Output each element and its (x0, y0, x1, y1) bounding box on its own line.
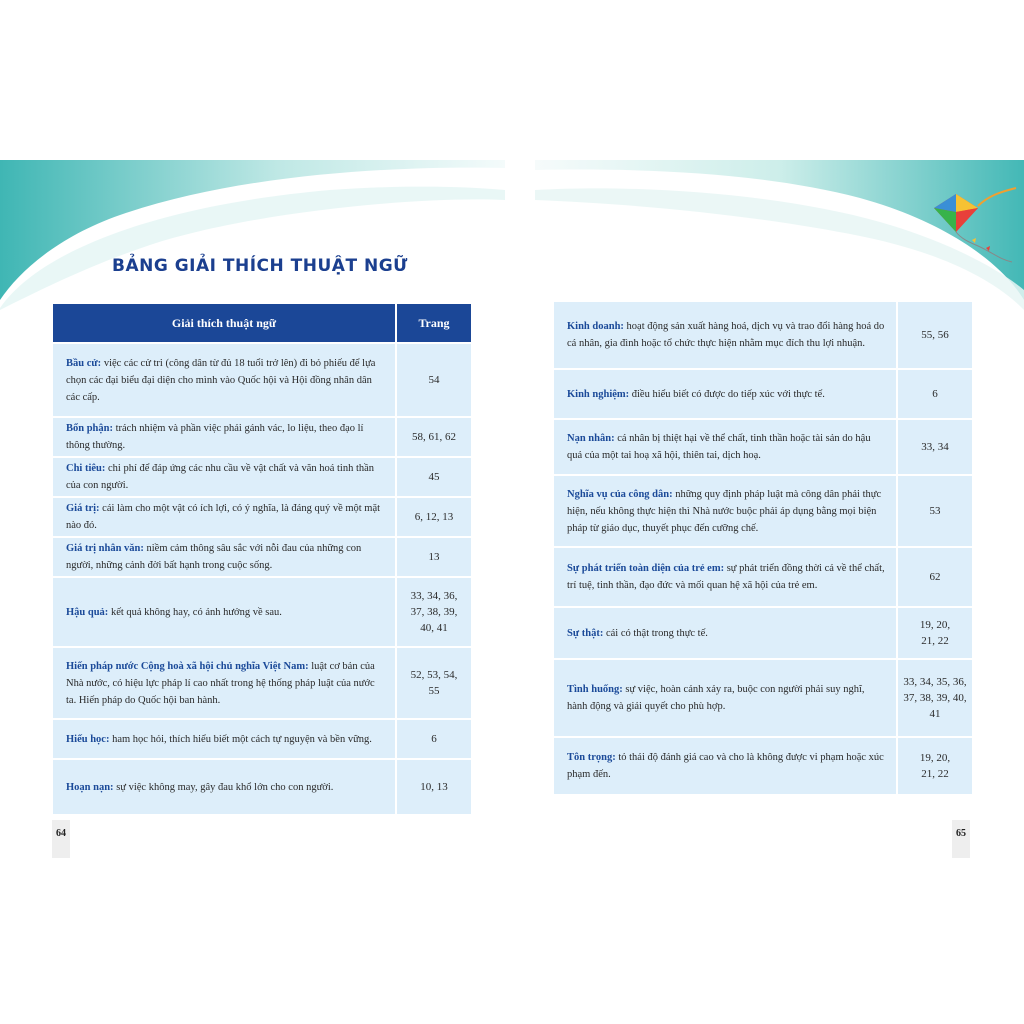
term-definition: cá nhân bị thiệt hại về thể chất, tinh thần hoặc tài sản do hậu quả của một tai hoạ xã hội, thiên tai, dịch hoạ. (567, 433, 871, 461)
term-definition: kết quả không hay, có ảnh hưởng về sau. (108, 606, 282, 618)
term-definition: luật cơ bản của Nhà nước, có hiệu lực pháp lí cao nhất trong hệ thống pháp luật của nước ta. Hiến pháp do Quốc hội ban hành. (66, 660, 375, 706)
table-row (53, 344, 471, 416)
table-row (53, 760, 471, 814)
table-row (53, 720, 471, 758)
kite-icon (928, 178, 1024, 268)
term-keyword: Hậu quả: (66, 606, 109, 618)
term-keyword: Hoạn nạn: (66, 781, 114, 793)
term-cell (53, 760, 395, 814)
pages-cell: 6 (395, 720, 471, 758)
term-keyword: Giá trị nhân văn: (66, 543, 144, 554)
term-keyword: Chi tiêu: (66, 463, 106, 474)
table-row (554, 302, 972, 368)
table-row (53, 538, 471, 576)
term-cell (53, 344, 395, 416)
table-row (554, 548, 972, 606)
term-keyword: Giá trị: (66, 503, 100, 514)
term-cell (554, 548, 896, 606)
term-definition: điều hiểu biết có được do tiếp xúc với thực tế. (629, 388, 825, 400)
term-cell (554, 476, 896, 546)
term-definition: tỏ thái độ đánh giá cao và cho là không được vi phạm hoặc xúc phạm đến. (567, 752, 884, 780)
term-definition: cái có thật trong thực tế. (603, 627, 708, 639)
header-wave-decoration (0, 160, 1024, 310)
pages-cell: 53 (896, 476, 972, 546)
table-row (554, 608, 972, 658)
pages-cell: 6, 12, 13 (395, 498, 471, 536)
term-definition: sự việc, hoàn cảnh xảy ra, buộc con người phải suy nghĩ, hành động và giải quyết cho phù hợp. (567, 684, 865, 712)
table-row (554, 738, 972, 794)
pages-cell: 52, 53, 54, 55 (395, 648, 471, 718)
term-keyword: Sự phát triển toàn diện của trẻ em: (567, 563, 725, 574)
term-keyword: Bổn phận: (66, 423, 113, 434)
pages-cell: 45 (395, 458, 471, 496)
term-cell (53, 538, 395, 576)
term-cell (53, 720, 395, 758)
pages-cell: 54 (395, 344, 471, 416)
term-keyword: Hiếu học: (66, 733, 110, 745)
table-row (554, 370, 972, 418)
term-definition: sự việc không may, gây đau khổ lớn cho con người. (113, 781, 334, 793)
table-row (53, 498, 471, 536)
term-keyword: Sự thật: (567, 627, 604, 639)
header-pages: Trang (395, 304, 471, 342)
pages-cell: 33, 34, 35, 36, 37, 38, 39, 40, 41 (896, 660, 972, 736)
table-row (554, 476, 972, 546)
page-title: BẢNG GIẢI THÍCH THUẬT NGỮ (112, 256, 408, 276)
table-row (53, 578, 471, 646)
page-number-left: 64 (52, 820, 70, 858)
term-definition: cái làm cho một vật có ích lợi, có ý nghĩa, là đáng quý về một mặt nào đó. (66, 503, 381, 531)
term-definition: chi phí để đáp ứng các nhu cầu về vật chất và văn hoá tinh thần của con người. (66, 463, 375, 491)
term-keyword: Hiến pháp nước Cộng hoà xã hội chủ nghĩa Việt Nam: (66, 660, 309, 672)
pages-cell: 10, 13 (395, 760, 471, 814)
term-keyword: Nghĩa vụ của công dân: (567, 488, 673, 500)
term-cell (554, 608, 896, 658)
term-cell (554, 302, 896, 368)
term-cell (53, 578, 395, 646)
table-row (53, 458, 471, 496)
term-definition: những quy định pháp luật mà công dân phải thực hiện, nếu không thực hiện thì Nhà nước buộc phải áp dụng bằng mọi biện pháp từ giáo dục, thuyết phục đến cưỡng chế. (567, 488, 882, 534)
table-row (554, 660, 972, 736)
pages-cell: 33, 34 (896, 420, 972, 474)
pages-cell: 19, 20, 21, 22 (896, 738, 972, 794)
pages-cell: 13 (395, 538, 471, 576)
term-definition: niềm cảm thông sâu sắc với nỗi đau của những con người, những cảnh đời bất hạnh trong cuộc sống. (66, 543, 362, 571)
page-number-right: 65 (952, 820, 970, 858)
table-row (53, 418, 471, 456)
term-keyword: Nạn nhân: (567, 433, 615, 444)
term-cell (554, 370, 896, 418)
table-row (554, 420, 972, 474)
term-cell (554, 738, 896, 794)
term-definition: hoạt động sản xuất hàng hoá, dịch vụ và trao đổi hàng hoá do cá nhân, gia đình hoặc tổ chức thực hiện nhằm mục đích thu lợi nhuận. (567, 321, 885, 349)
term-definition: ham học hỏi, thích hiểu biết một cách tự nguyện và bền vững. (109, 733, 372, 745)
pages-cell: 19, 20, 21, 22 (896, 608, 972, 658)
glossary-table-left (53, 302, 471, 816)
term-cell (554, 660, 896, 736)
header-term: Giải thích thuật ngữ (53, 304, 395, 342)
term-definition: việc các cử tri (công dân từ đủ 18 tuổi trở lên) đi bỏ phiếu để lựa chọn các đại biểu đại diện cho mình vào Quốc hội và Hội đồng nhân dân các cấp. (66, 357, 376, 403)
term-cell (554, 420, 896, 474)
pages-cell: 6 (896, 370, 972, 418)
term-keyword: Tình huống: (567, 684, 623, 695)
glossary-table-right (554, 300, 972, 796)
pages-cell: 62 (896, 548, 972, 606)
term-keyword: Bầu cử: (66, 357, 102, 369)
term-cell (53, 648, 395, 718)
term-cell (53, 458, 395, 496)
pages-cell: 58, 61, 62 (395, 418, 471, 456)
term-keyword: Kinh doanh: (567, 321, 624, 332)
pages-cell: 55, 56 (896, 302, 972, 368)
table-row (53, 648, 471, 718)
book-spread (0, 160, 1024, 880)
pages-cell: 33, 34, 36, 37, 38, 39, 40, 41 (395, 578, 471, 646)
table-header-row (53, 304, 471, 342)
term-keyword: Kinh nghiệm: (567, 388, 630, 400)
term-definition: sự phát triển đồng thời cả về thể chất, trí tuệ, tinh thần, đạo đức và mối quan hệ xã hội của trẻ em. (567, 563, 885, 591)
term-cell (53, 418, 395, 456)
term-keyword: Tôn trọng: (567, 752, 616, 763)
term-definition: trách nhiệm và phần việc phải gánh vác, lo liệu, theo đạo lí thông thường. (66, 423, 364, 451)
term-cell (53, 498, 395, 536)
